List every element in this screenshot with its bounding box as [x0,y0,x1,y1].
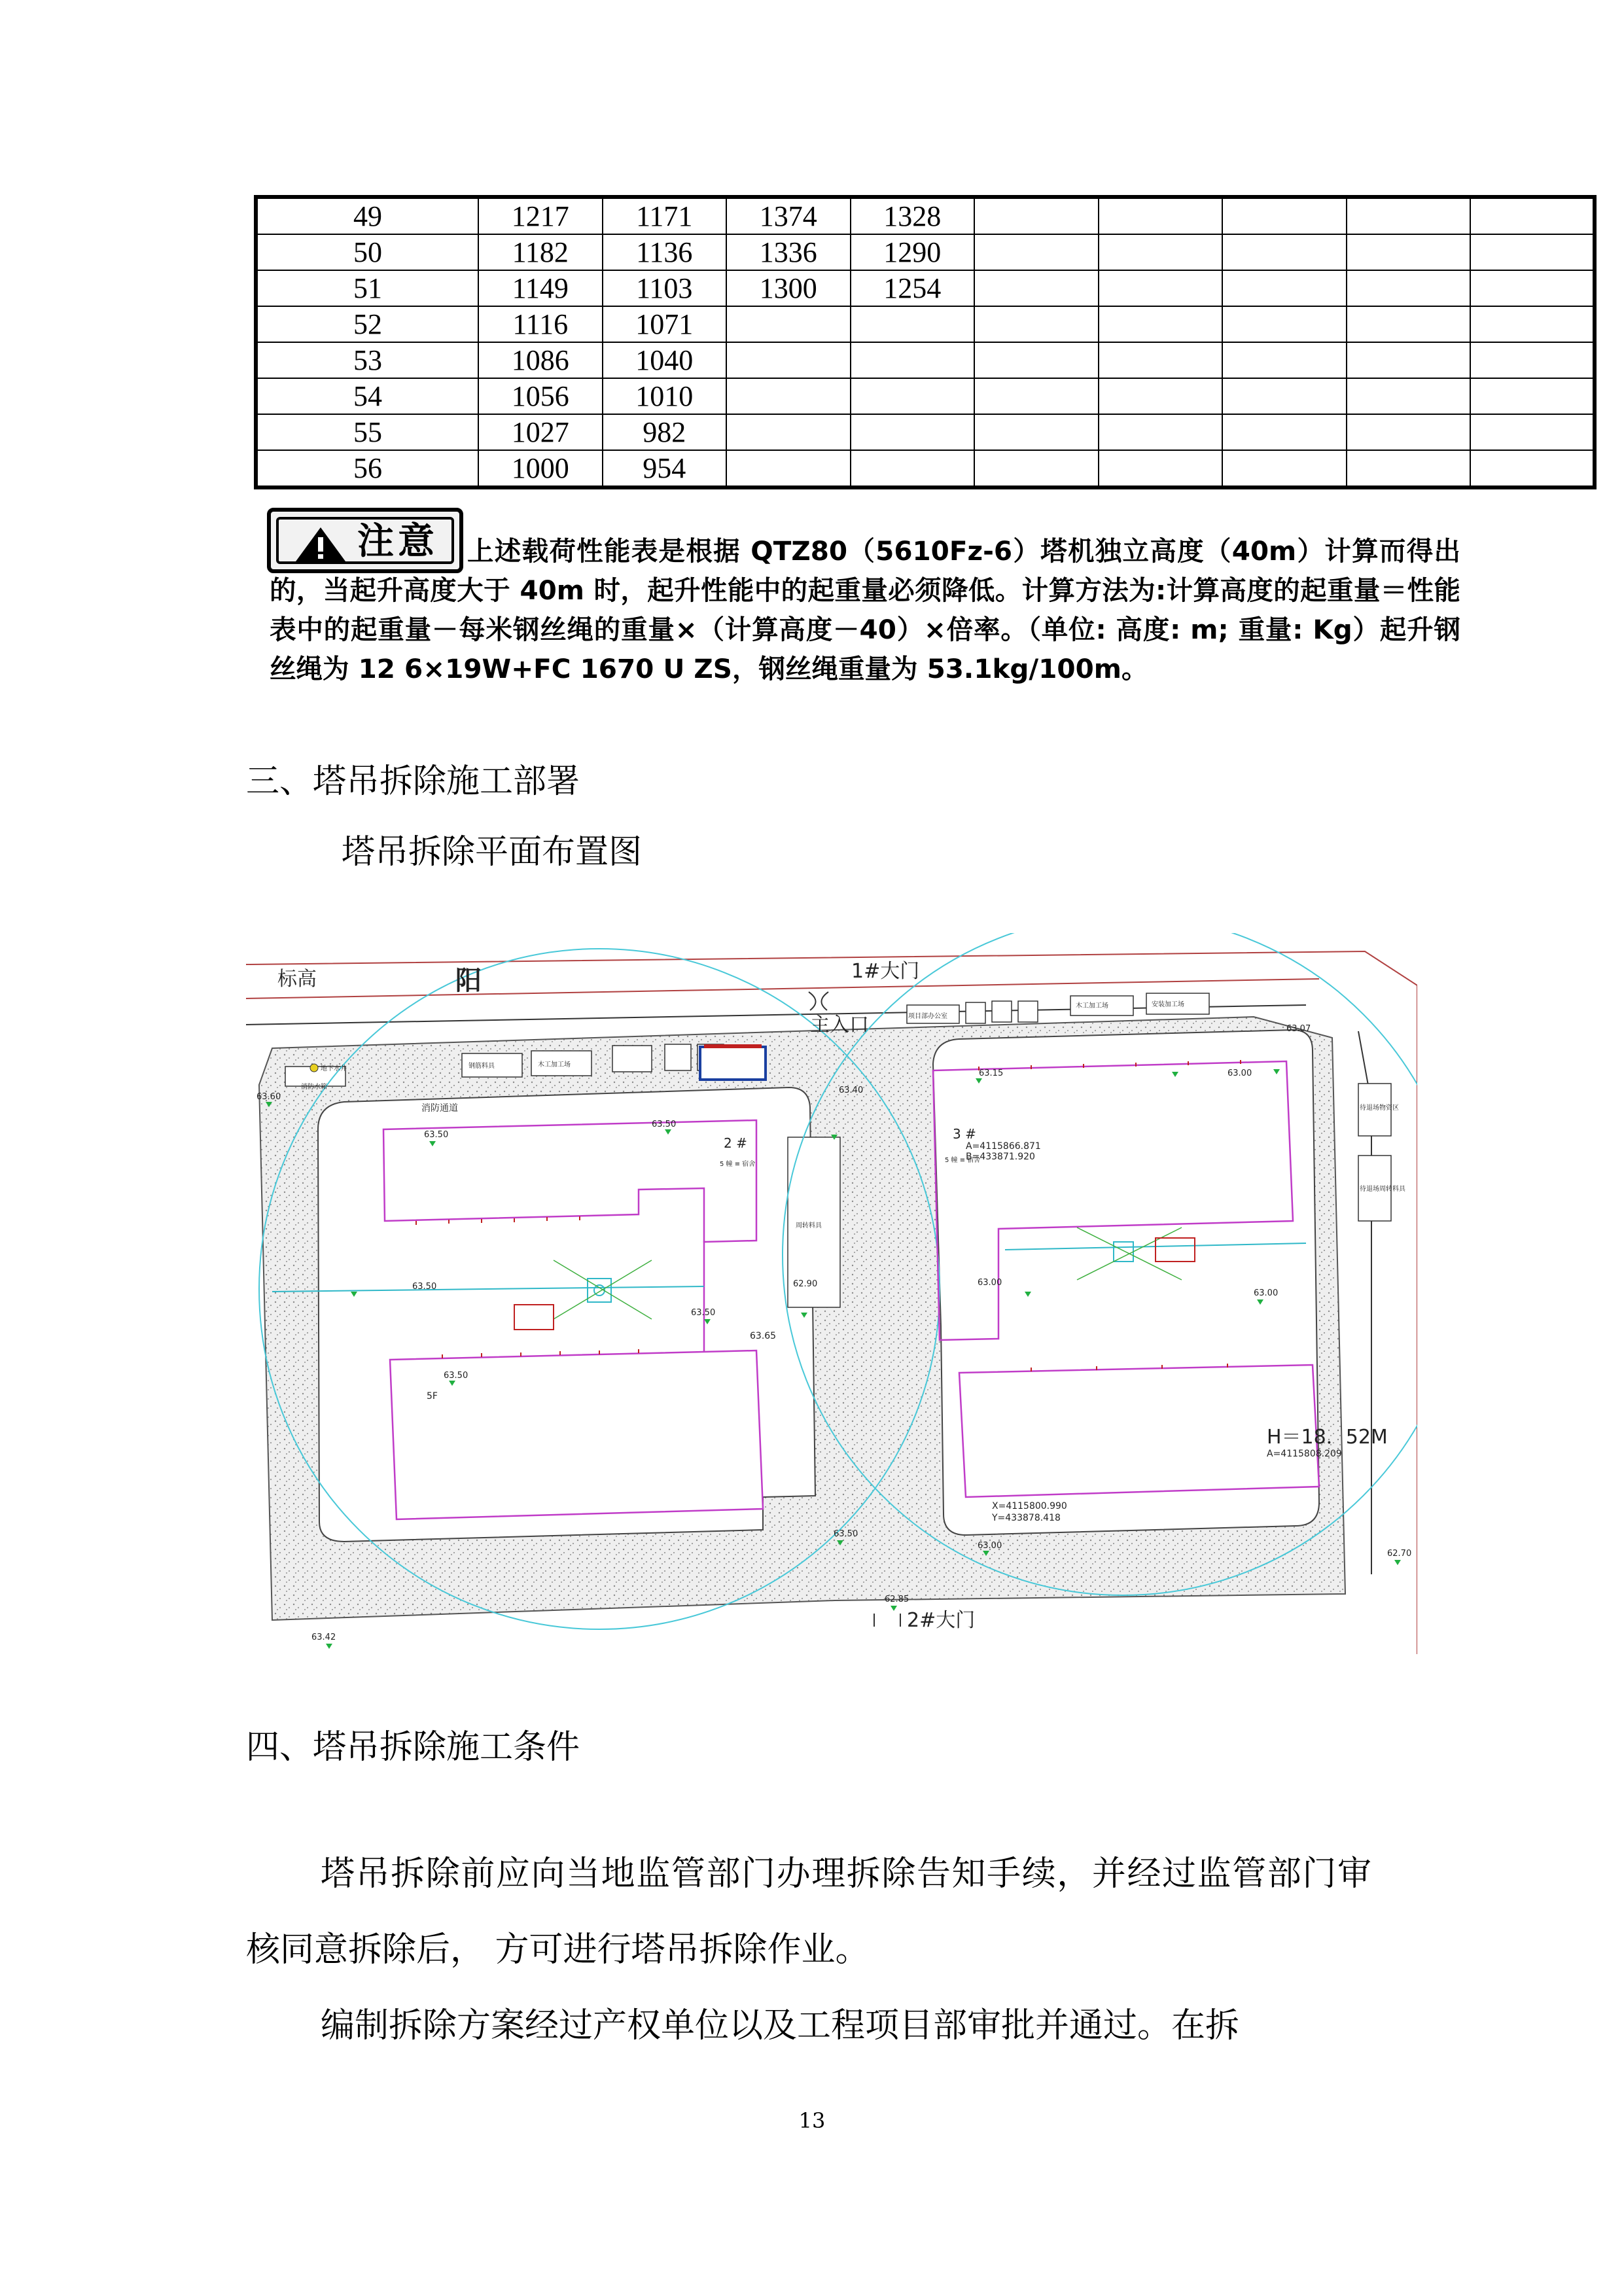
label-5f: 5F [427,1391,438,1402]
table-cell [1099,306,1223,342]
table-row [256,414,1595,450]
table-cell [974,378,1099,414]
table-cell: 1071 [603,306,727,342]
label-wood-shop: 木工加工场 [538,1061,571,1069]
label-dorm3: 5 幢 ≡ 宿舍 [945,1157,981,1164]
label-coord-a1: A=4115866.871 [966,1141,1041,1152]
site-plan-drawing [246,933,1417,1654]
table-row [256,342,1595,378]
table-cell [851,378,975,414]
body-paragraph-2: 编制拆除方案经过产权单位以及工程项目部审批并通过。在拆 [321,2006,1240,2045]
table-cell [851,414,975,450]
table-cell [1347,450,1471,487]
label-elev-6350e: 63.50 [444,1371,468,1381]
table-cell [974,234,1099,270]
label-elevation: 标高 [277,968,317,991]
table-cell: 1336 [726,234,851,270]
label-elev-6365: 63.65 [750,1331,777,1341]
label-elev-6340: 63.40 [839,1086,864,1095]
load-table-body [256,197,1595,487]
label-elev-6300a: 63.00 [978,1278,1002,1288]
table-cell [1347,414,1471,450]
table-cell: 982 [603,414,727,450]
table-cell: 49 [256,197,478,234]
label-elev-6285: 62.85 [885,1595,909,1604]
label-elev-6350c: 63.50 [412,1282,437,1292]
label-elev-6360: 63.60 [256,1092,281,1102]
label-elev-6350d: 63.50 [691,1308,716,1318]
table-cell: 1027 [478,414,603,450]
table-cell: 1086 [478,342,603,378]
table-cell [1099,197,1223,234]
table-cell [1470,414,1595,450]
table-row [256,234,1595,270]
table-cell [1470,270,1595,306]
table-row [256,306,1595,342]
table-cell [1470,306,1595,342]
table-cell: 1149 [478,270,603,306]
table-cell [726,306,851,342]
label-coord-x: X=4115800.990 [992,1501,1067,1511]
table-cell [974,270,1099,306]
table-cell: 1136 [603,234,727,270]
table-cell [974,197,1099,234]
table-cell: 1103 [603,270,727,306]
label-install-shop: 安装加工场 [1152,1001,1184,1008]
table-cell: 54 [256,378,478,414]
table-cell: 1171 [603,197,727,234]
label-coord-y: Y=433878.418 [992,1513,1061,1523]
label-yang: 阳 [455,966,482,996]
label-tower3: 3 # [953,1126,976,1142]
table-cell [1099,450,1223,487]
table-cell [726,414,851,450]
table-cell [851,342,975,378]
label-wood-shop2: 木工加工场 [1076,1002,1108,1010]
label-fire-pool: 消防水箱 [301,1084,327,1091]
table-cell: 954 [603,450,727,487]
table-cell [1222,414,1347,450]
label-elev-6300b: 63.00 [1254,1288,1279,1298]
table-cell: 1290 [851,234,975,270]
table-cell [1347,234,1471,270]
table-cell [974,306,1099,342]
label-coord-b1: B=433871.920 [966,1152,1035,1162]
notice-text: 上述载荷性能表是根据 QTZ80（5610Fz-6）塔机独立高度（40m）计算而得出的，当起升高度大于 40m 时，起升性能中的起重量必须降低。计算方法为:计算高度的起重量＝性能表中的起重量－每米钢丝绳的重量×（计算高度－40）×倍率。（单位: 高度: m; 重量: Kg）起升钢丝绳为 12 6×19W+FC 1670 U ZS，钢丝绳重量为 53.1kg/100m。 [270,535,1460,684]
label-elev-6350b: 63.50 [652,1120,677,1129]
label-underground-pool: 地下水井 [321,1065,347,1072]
table-cell: 1040 [603,342,727,378]
label-material-yard: 周转料具 [796,1222,822,1229]
table-cell: 1217 [478,197,603,234]
table-cell: 1300 [726,270,851,306]
table-cell: 56 [256,450,478,487]
label-elev-6300c: 63.00 [978,1541,1002,1551]
table-cell [851,306,975,342]
table-cell: 1182 [478,234,603,270]
table-cell [1347,306,1471,342]
label-gate1: 1#大门 [851,960,920,983]
table-cell [1222,342,1347,378]
table-cell [1222,306,1347,342]
table-cell [1099,342,1223,378]
table-cell: 1056 [478,378,603,414]
table-cell [1470,197,1595,234]
notice-label: 注意 [357,520,438,563]
table-cell [1347,378,1471,414]
table-row [256,270,1595,306]
table-cell: 53 [256,342,478,378]
label-gate2: 2#大门 [907,1609,976,1632]
figure-title: 塔吊拆除平面布置图 [342,833,643,872]
label-dorm2: 5 幢 ≡ 宿舍 [720,1161,756,1168]
label-elev-6350a: 63.50 [424,1130,449,1140]
table-cell [1099,270,1223,306]
table-cell [974,342,1099,378]
table-cell [1470,342,1595,378]
label-elev-6300d: 63.00 [1227,1069,1252,1078]
table-cell [1222,234,1347,270]
table-cell: 50 [256,234,478,270]
label-main-entrance: 主入口 [810,1014,869,1036]
table-cell: 51 [256,270,478,306]
load-performance-table [254,195,1597,489]
label-h-mark: H＝18．52M [1267,1426,1388,1449]
table-cell [1347,342,1471,378]
table-row [256,197,1595,234]
label-tower2: 2 # [724,1135,747,1151]
table-cell: 1116 [478,306,603,342]
table-cell [1222,270,1347,306]
table-cell: 1328 [851,197,975,234]
label-coord-a2: A=4115808.209 [1267,1449,1342,1459]
label-elev-6315: 63.15 [979,1069,1004,1078]
label-office: 项目部办公室 [908,1013,947,1020]
label-elev-6290: 62.90 [793,1279,818,1289]
table-cell: 1374 [726,197,851,234]
label-storage: 待退场物资区 [1360,1104,1399,1112]
label-storage2: 待退场周转料具 [1360,1186,1405,1193]
label-elev-6350f: 63.50 [834,1529,858,1539]
table-row [256,378,1595,414]
table-cell: 1254 [851,270,975,306]
table-cell [1099,378,1223,414]
table-cell: 1000 [478,450,603,487]
label-fire-lane: 消防通道 [421,1103,458,1114]
label-elev-6307: 63.07 [1286,1024,1311,1034]
table-cell [974,450,1099,487]
section-3-heading: 三、塔吊拆除施工部署 [246,762,580,801]
table-cell [1470,378,1595,414]
label-steel-yard: 钢筋料具 [468,1063,495,1070]
label-elev-6270: 62.70 [1387,1549,1412,1559]
table-cell [726,450,851,487]
table-cell [1347,197,1471,234]
table-cell [1222,197,1347,234]
table-cell [1099,414,1223,450]
table-cell [726,342,851,378]
table-cell [1470,450,1595,487]
table-cell [726,378,851,414]
table-cell [1347,270,1471,306]
page-number: 13 [798,2108,826,2133]
table-cell: 1010 [603,378,727,414]
section-4-heading: 四、塔吊拆除施工条件 [246,1728,580,1767]
blue-container [700,1047,766,1080]
table-cell [1222,450,1347,487]
table-cell [1222,378,1347,414]
table-row [256,450,1595,487]
table-cell: 52 [256,306,478,342]
label-elev-6342: 63.42 [311,1633,336,1642]
red-roof-marker [704,1044,762,1048]
table-cell [974,414,1099,450]
table-cell [1099,234,1223,270]
table-cell [1470,234,1595,270]
table-cell: 55 [256,414,478,450]
table-cell [851,450,975,487]
body-paragraph-1: 塔吊拆除前应向当地监管部门办理拆除告知手续，并经过监管部门审核同意拆除后， 方可进行塔吊拆除作业。 [246,1854,1371,1969]
